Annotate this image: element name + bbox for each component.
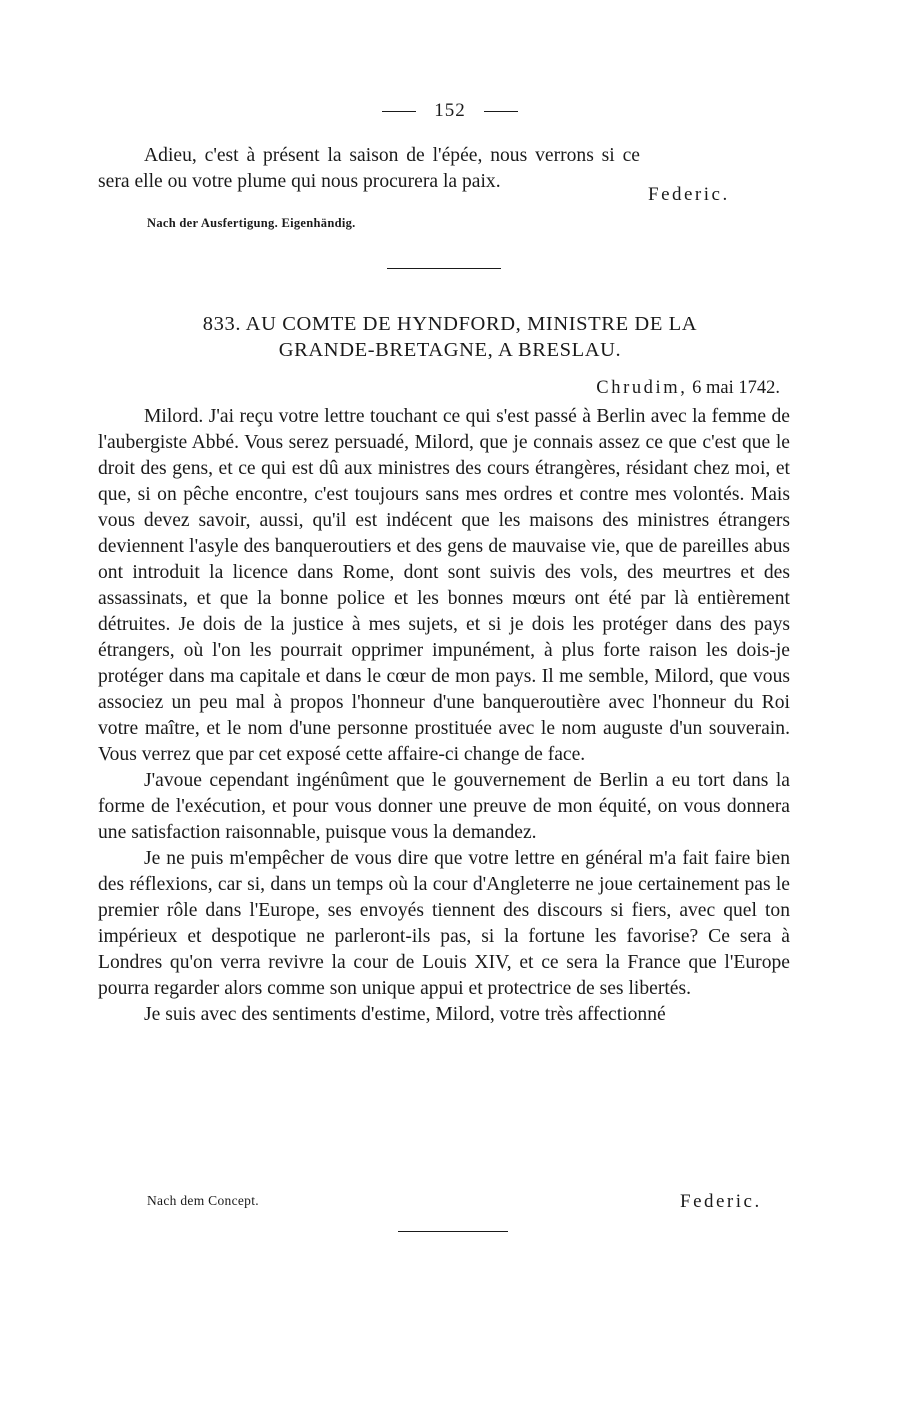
- letter-source-note: Nach dem Concept.: [147, 1193, 259, 1208]
- paragraph-1: Milord. J'ai reçu votre lettre touchant ce qui s'est passé à Berlin avec la femme de l'aubergiste Abbé. Vous serez persuadé, Milord, que je connais assez ce que c'est que le droit des gens, et ce qui est dû aux ministres des cours étrangères, résidant chez moi, et que, si on pêche encontre, c'est toujours sans mes ordres et contre mes volontés. Mais vous devez savoir, aussi, qu'il est indécent que les maisons des ministres étrangers deviennent l'asyle des banqueroutiers et des gens de mauvaise vie, que de pareilles abus ont introduit la licence dans Rome, dont sont suivis des vols, des meurtres et des assassinats, et que la bonne police et les bonnes mœurs ont été par là entièrement détruites. Je dois de la justice à mes sujets, et si je dois les protéger dans des pays étrangers, où l'on les pourrait opprimer impunément, à plus forte raison les dois-je protéger dans ma capitale et dans le cœur de mon pays. Il me semble, Milord, que vous associez un peu mal à propos l'honneur d'une banqueroutière avec l'honneur du Roi votre maître, et le nom d'une personne prostituée avec le nom auguste d'un souverain. Vous verrez que par cet exposé cette affaire-ci change de face.: [98, 406, 790, 765]
- closing-paragraph: Adieu, c'est à présent la saison de l'épée, nous verrons si ce sera elle ou votre plume qui nous procurera la paix.: [98, 145, 640, 192]
- letter-body: [98, 404, 790, 1028]
- letter-title: [120, 311, 780, 363]
- previous-signature: Federic.: [648, 184, 730, 205]
- page-number: 152: [434, 100, 466, 121]
- paragraph-4: Je suis avec des sentiments d'estime, Milord, votre très affectionné: [144, 1004, 666, 1025]
- end-divider: [398, 1231, 508, 1232]
- letter-place: Chrudim,: [596, 378, 688, 398]
- previous-source-note: Nach der Ausfertigung. Eigenhändig.: [147, 216, 356, 230]
- header-dash-left: [382, 111, 416, 112]
- page-header: [0, 100, 900, 122]
- letter-title-line1: 833. AU COMTE DE HYNDFORD, MINISTRE DE LA: [202, 313, 698, 335]
- letter-title-line2: GRANDE-BRETAGNE, A BRESLAU.: [278, 339, 622, 361]
- letter-number: 833.: [202, 313, 242, 335]
- header-dash-right: [484, 111, 518, 112]
- paragraph-3: Je ne puis m'empêcher de vous dire que votre lettre en général m'a fait faire bien des réflexions, car si, dans un temps où la cour d'Angleterre ne joue certainement pas le premier rôle dans l'Europe, ses envoyés tiennent des discours si fiers, avec quel ton impérieux et despotique ne parleront-ils pas, si la fortune les favorise? Ce sera à Londres qu'on verra revivre la cour de Louis XIV, et ce sera la France que l'Europe pourra regarder alors comme son unique appui et protectrice de ses libertés.: [98, 848, 790, 999]
- section-divider: [387, 268, 501, 269]
- letter-date: 6 mai 1742.: [692, 378, 780, 398]
- letter-signature: Federic.: [680, 1191, 762, 1212]
- paragraph-2: J'avoue cependant ingénûment que le gouvernement de Berlin a eu tort dans la forme de l'exécution, et pour vous donner une preuve de mon équité, on vous donnera une satisfaction raisonnable, puisque vous la demandez.: [98, 770, 790, 843]
- letter-dateline: [596, 378, 780, 399]
